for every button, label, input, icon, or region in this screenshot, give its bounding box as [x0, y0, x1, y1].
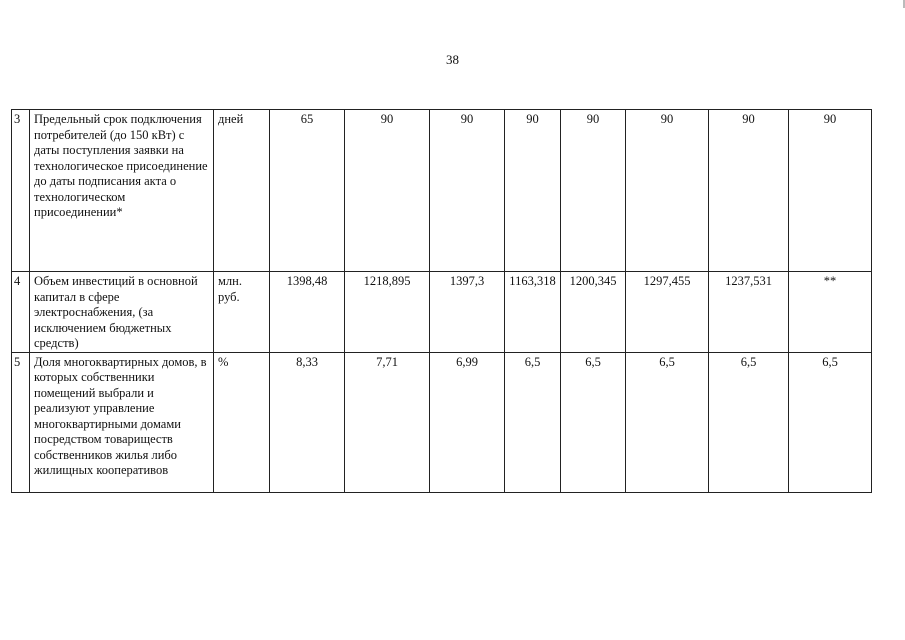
- table-row: [12, 352, 872, 492]
- value-cell: 6,5: [626, 352, 709, 492]
- value-cell: 90: [709, 110, 789, 272]
- table-row: [12, 272, 872, 353]
- unit-cell: млн. руб.: [214, 272, 270, 353]
- value-cell: 90: [345, 110, 430, 272]
- value-cell: 90: [789, 110, 872, 272]
- value-cell: 90: [430, 110, 505, 272]
- value-cell: 1163,318: [505, 272, 561, 353]
- value-cell: 6,99: [430, 352, 505, 492]
- row-index: 5: [12, 352, 30, 492]
- row-index: 4: [12, 272, 30, 353]
- indicators-table: [11, 109, 872, 493]
- value-cell: 8,33: [270, 352, 345, 492]
- value-cell: 1237,531: [709, 272, 789, 353]
- value-cell: 1297,455: [626, 272, 709, 353]
- value-cell: 6,5: [789, 352, 872, 492]
- unit-cell: дней: [214, 110, 270, 272]
- value-cell: **: [789, 272, 872, 353]
- value-cell: 6,5: [505, 352, 561, 492]
- indicator-name: Доля многоквартирных домов, в которых собственники помещений выбрали и реализуют управление многоквартирными домами посредством товариществ собственников жилья либо жилищных кооперативов: [30, 352, 214, 492]
- value-cell: 90: [561, 110, 626, 272]
- value-cell: 1218,895: [345, 272, 430, 353]
- value-cell: 1398,48: [270, 272, 345, 353]
- page-number: 38: [446, 52, 459, 67]
- value-cell: 90: [505, 110, 561, 272]
- value-cell: 6,5: [561, 352, 626, 492]
- table-row: [12, 110, 872, 272]
- value-cell: 1397,3: [430, 272, 505, 353]
- value-cell: 65: [270, 110, 345, 272]
- value-cell: 7,71: [345, 352, 430, 492]
- indicator-name: Предельный срок подключения потребителей (до 150 кВт) с даты поступления заявки на технологическое присоединение до даты подписания акта о технологическом присоединении*: [30, 110, 214, 272]
- unit-cell: %: [214, 352, 270, 492]
- indicator-name: Объем инвестиций в основной капитал в сфере электроснабжения, (за исключением бюджетных средств): [30, 272, 214, 353]
- row-index: 3: [12, 110, 30, 272]
- value-cell: 90: [626, 110, 709, 272]
- value-cell: 1200,345: [561, 272, 626, 353]
- value-cell: 6,5: [709, 352, 789, 492]
